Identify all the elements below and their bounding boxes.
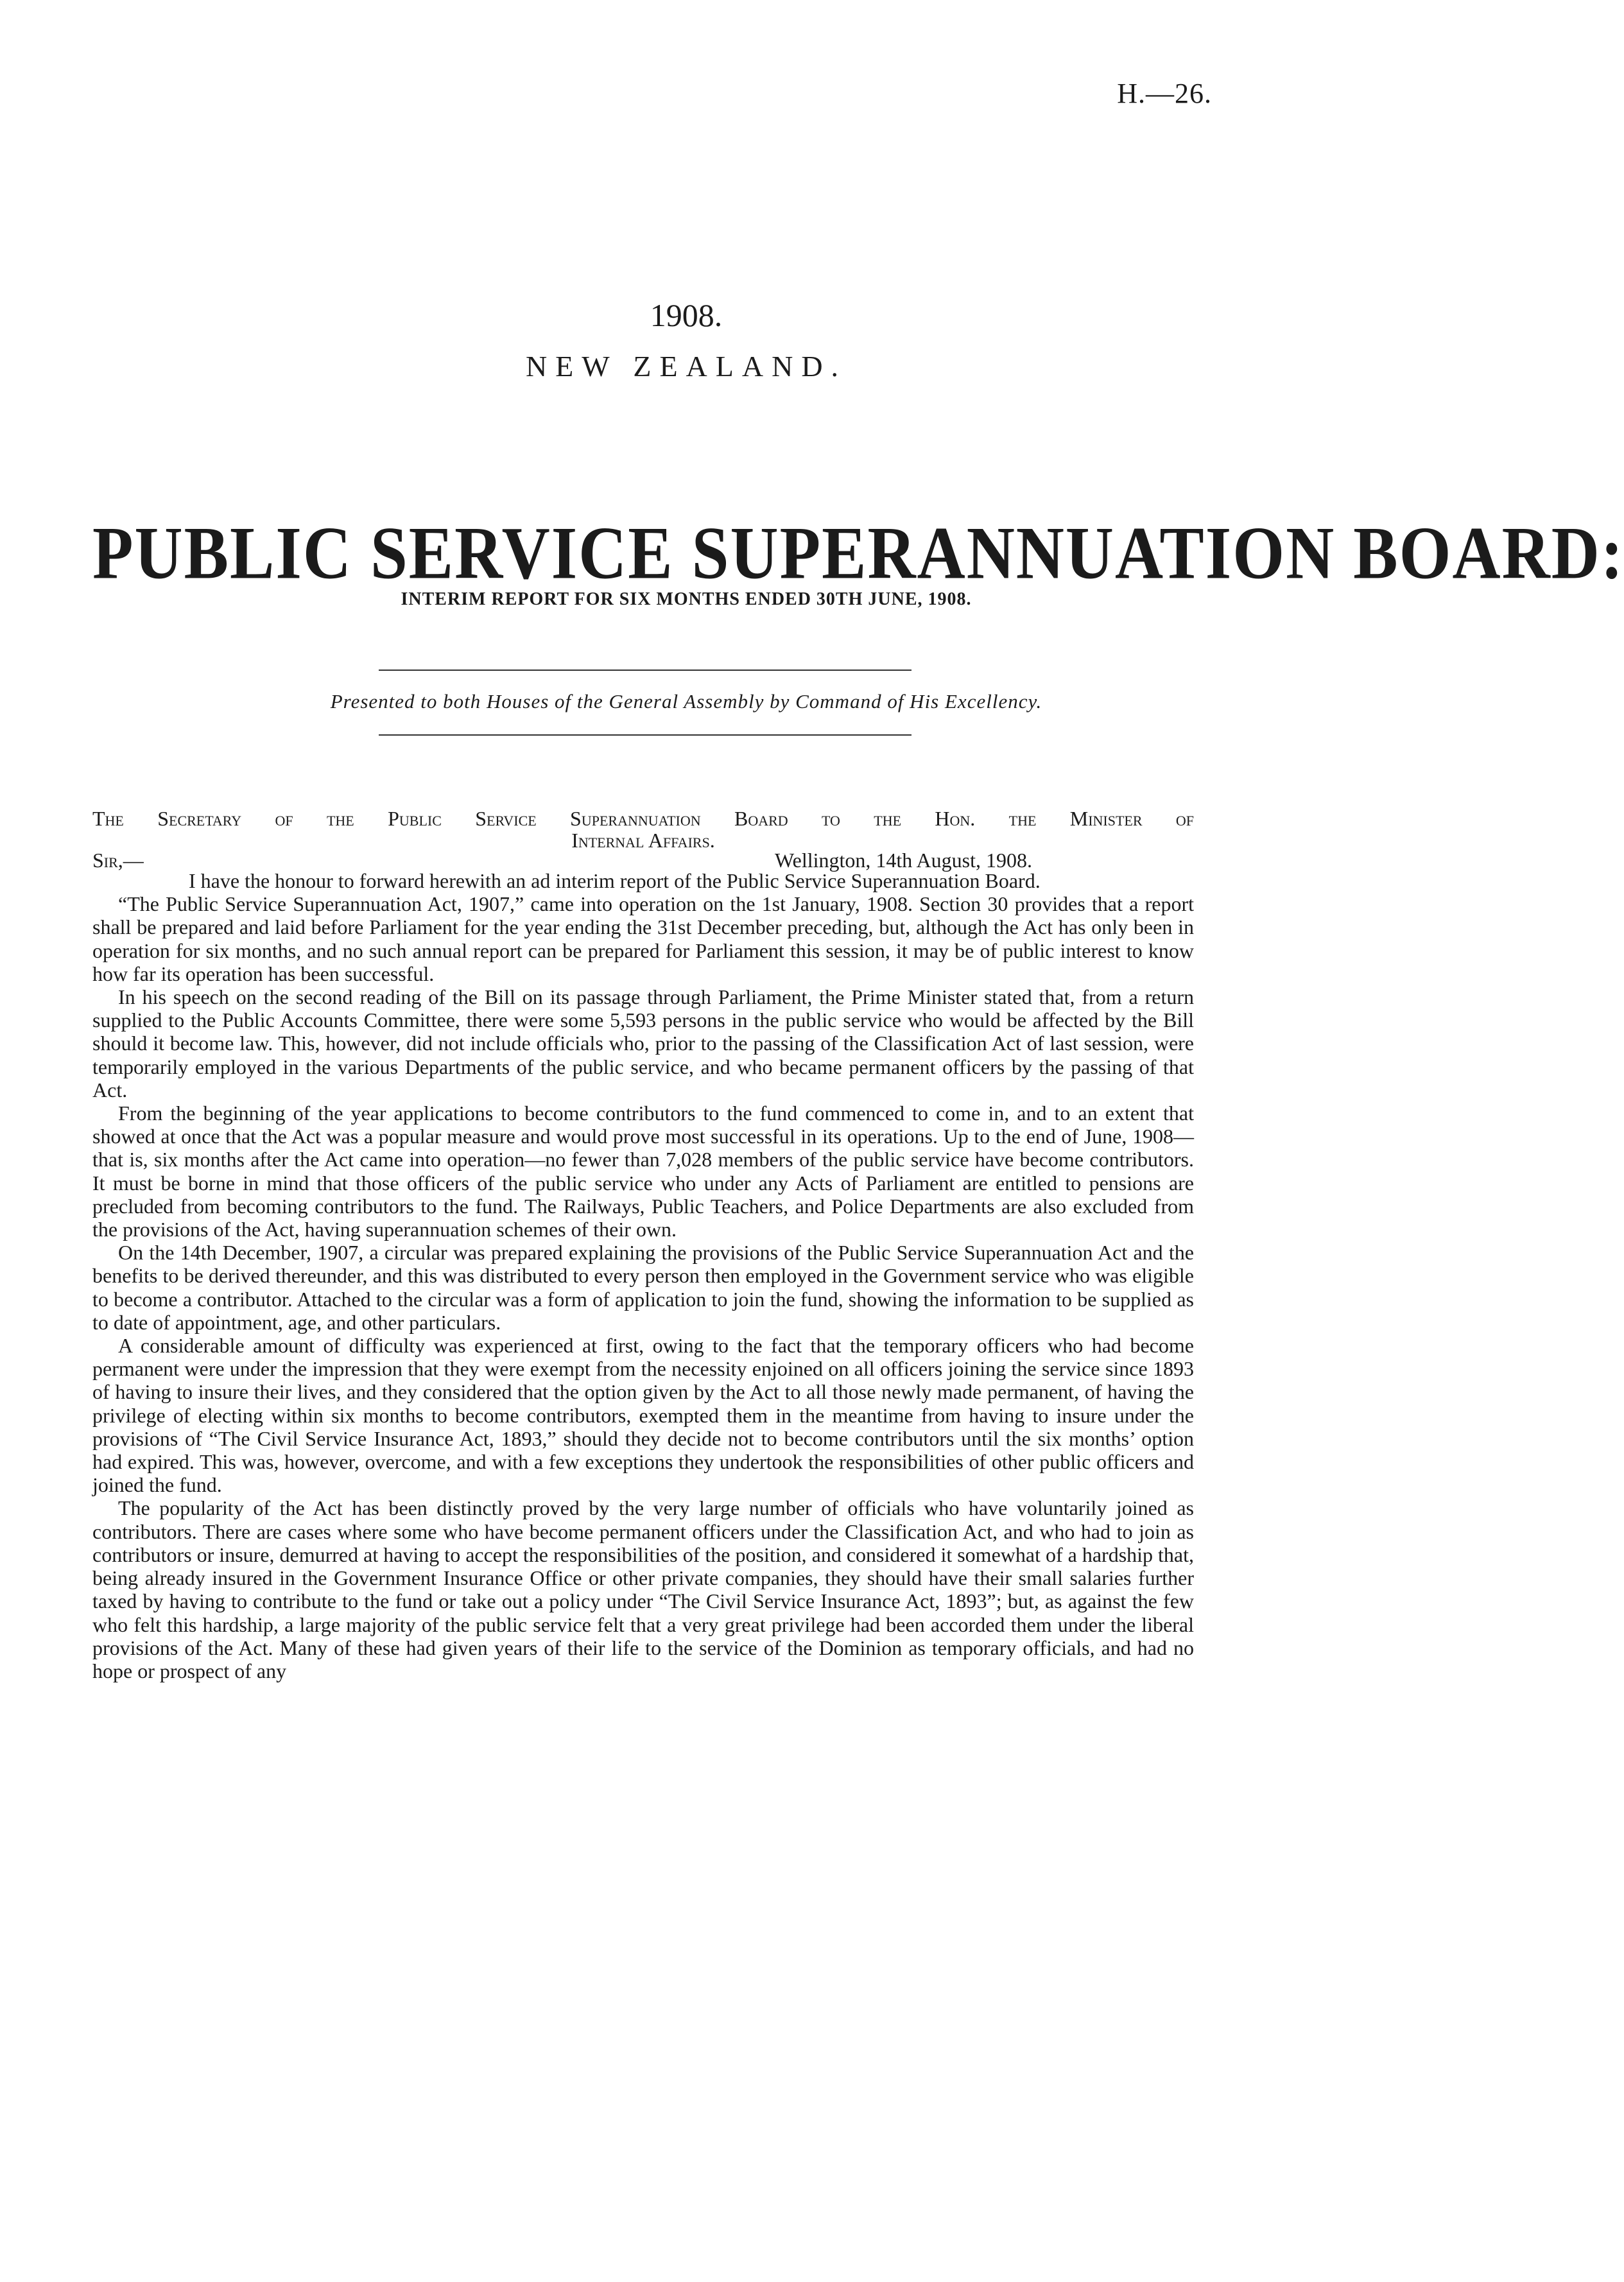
paragraph: The popularity of the Act has been distinctly proved by the very large number of officials who have voluntarily joined as contributors. There are cases where some who have become permanent officers under the Classification Act, and who had to join as contributors or insure, demurred at having to accept the responsibilities of the position, and considered it somewhat of a hardship that, being already insured in the Government Insurance Office or other private companies, they should have their small salaries further taxed by having to contribute to the fund or take out a policy under “The Civil Service Insurance Act, 1893”; but, as against the few who felt this hardship, a large majority of the public service felt that a very great privilege had been accorded them under the liberal provisions of the Act. Many of these had given years of their life to the service of the Dominion as temporary officials, and had no hope or prospect of any [92,1496,1195,1682]
paragraph: On the 14th December, 1907, a circular was prepared explaining the provisions of the Public Service Superannuation Act and the benefits to be derived thereunder, and this was distributed to every person then employed in the Government service who was eligible to become a contributor. Attached to the circular was a form of application to join the fund, showing the information to be supplied as to date of appointment, age, and other particulars. [92,1241,1194,1334]
address-line-2: Internal Affairs. [571,829,715,852]
bottom-divider [379,734,911,736]
letter-address [92,808,1194,851]
address-line-1: The Secretary of the Public Service Superannuation Board to the Hon. the Minister of [92,807,1194,830]
report-title: PUBLIC SERVICE SUPERANNUATION BOARD: [92,512,1624,595]
paragraph: I have the honour to forward herewith an ad interim report of the Public Service Superannuation Board. [189,869,1041,892]
country-name: NEW ZEALAND. [525,350,847,383]
page-reference: H.—26. [1117,78,1212,109]
top-divider [379,670,911,671]
paragraph: From the beginning of the year applications to become contributors to the fund commenced to come in, and to an extent that showed at once that the Act was a popular measure and would prove most successful in its operations. Up to the end of June, 1908—that is, six months after the Act came into operation—no fewer than 7,028 members of the public service have become contributors. It must be borne in mind that those officers of the public service who under any Acts of Parliament are entitled to pensions are precluded from becoming contributors to the fund. The Railways, Public Teachers, and Police Departments are also excluded from the provisions of the Act, having superannuation schemes of their own. [92,1102,1194,1241]
letter-body [92,869,1194,1682]
paragraph: In his speech on the second reading of the Bill on its passage through Parliament, the Prime Minister stated that, from a return supplied to the Public Accounts Committee, there were some 5,593 persons in the public service who would be affected by the Bill should it become law. This, however, did not include officials who, prior to the passing of the Classification Act of last session, were temporarily employed in the various Departments of the public service, and who became permanent officers by the passing of that Act. [92,985,1194,1102]
paragraph: “The Public Service Superannuation Act, 1907,” came into operation on the 1st January, 1908. Section 30 provides that a report shall be prepared and laid before Parliament for the year ending the 31st December preceding, but, although the Act has only been in operation for six months, and no such annual report can be prepared for Parliament this session, it may be of public interest to know how far its operation has been successful. [92,892,1194,985]
report-subtitle: INTERIM REPORT FOR SIX MONTHS ENDED 30TH JUNE, 1908. [401,589,972,609]
salutation: Sir,— [92,849,144,872]
paragraph: A considerable amount of difficulty was experienced at first, owing to the fact that the temporary officers who had become permanent were under the impression that they were exempt from the necessity enjoined on all officers joining the service since 1893 of having to insure their lives, and they considered that the option given by the Act to all those newly made permanent, of having the privilege of electing within six months to become contributors, exempted them in the meantime from having to insure under the provisions of “The Civil Service Insurance Act, 1893,” should they decide not to become contributors until the six months’ option had expired. This was, however, overcome, and with a few exceptions they undertook the responsibilities of other public officers and joined the fund. [92,1334,1194,1497]
report-year: 1908. [650,297,723,333]
dateline: Wellington, 14th August, 1908. [775,849,1032,872]
presentation-note: Presented to both Houses of the General Assembly by Command of His Excellency. [330,690,1042,713]
